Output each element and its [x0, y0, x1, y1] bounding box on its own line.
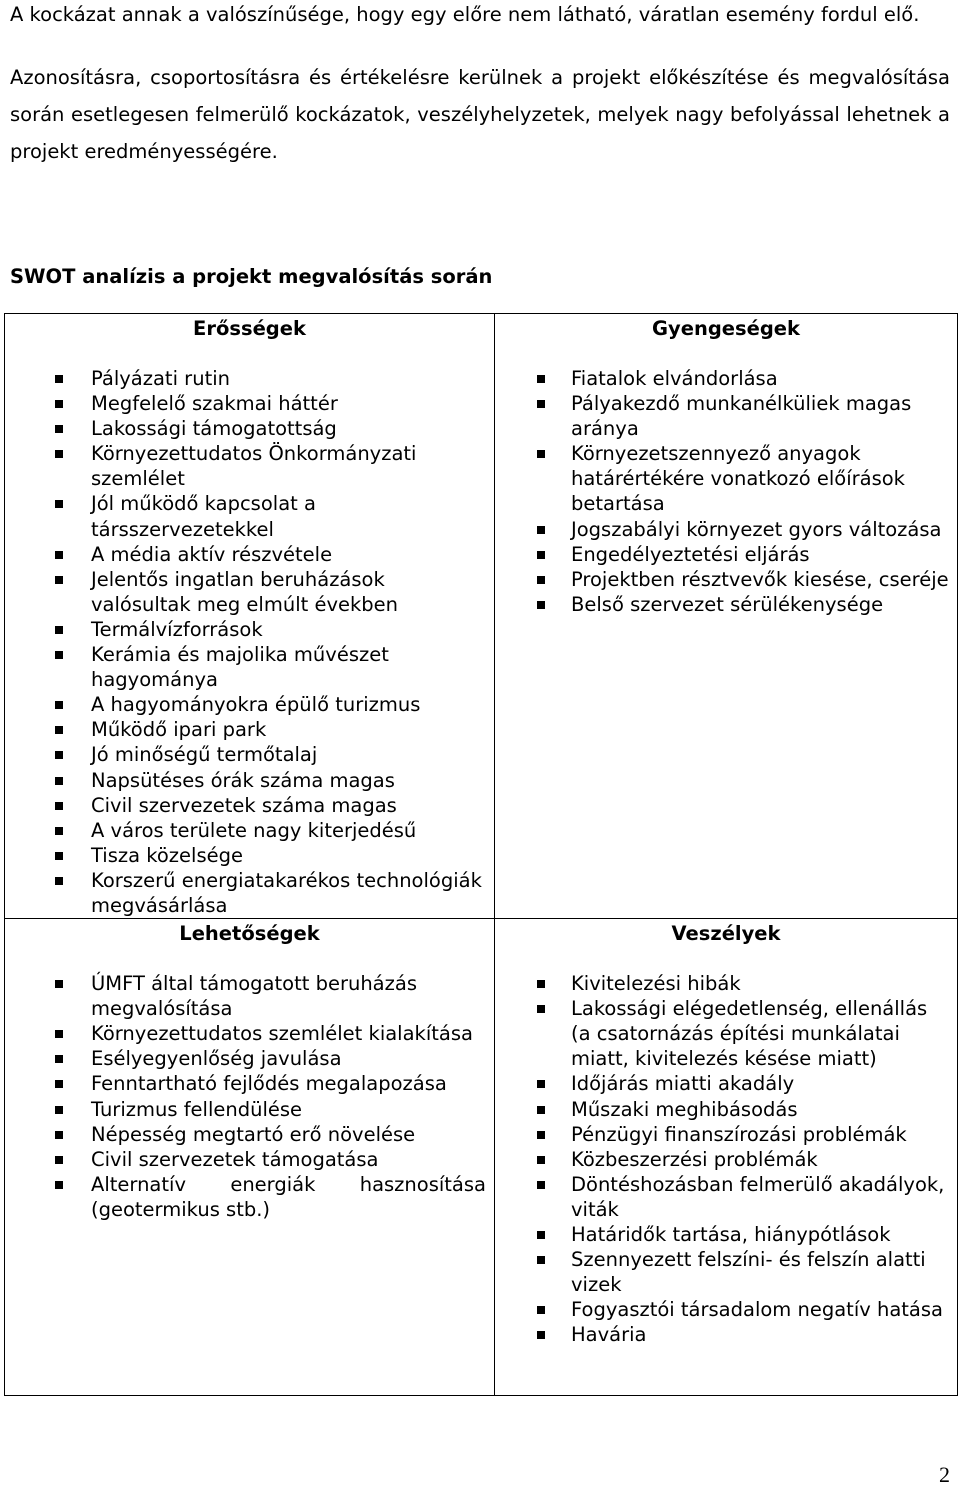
square-bullet-icon	[55, 827, 63, 835]
list-item	[5, 1097, 494, 1122]
list-item-text: Jó minőségű termőtalaj	[91, 743, 318, 767]
square-bullet-icon	[55, 551, 63, 559]
threats-list	[495, 971, 957, 1347]
square-bullet-icon	[55, 400, 63, 408]
intro-paragraph: Azonosításra, csoportosításra és értékelésre kerülnek a projekt előkészítése és megvalósítása során esetlegesen felmerülő kockázatok, veszélyhelyzetek, melyek nagy befolyással lehetnek a projekt eredményességére.	[10, 66, 950, 163]
threats-cell	[495, 919, 958, 1396]
list-item	[5, 391, 494, 416]
square-bullet-icon	[537, 551, 545, 559]
list-item-text: Termálvízforrások	[91, 617, 263, 641]
square-bullet-icon	[55, 1030, 63, 1038]
swot-title: SWOT analízis a projekt megvalósítás során	[10, 265, 493, 288]
square-bullet-icon	[537, 1131, 545, 1139]
list-item	[495, 1222, 957, 1247]
square-bullet-icon	[55, 751, 63, 759]
list-item-text: Napsütéses órák száma magas	[91, 768, 395, 792]
opportunities-heading: Lehetőségek	[179, 922, 320, 946]
list-item	[5, 1172, 494, 1222]
list-item-text: Korszerű energiatakarékos technológiák megvásárlása	[91, 868, 482, 917]
list-item-text: Működő ipari park	[91, 718, 267, 742]
list-item	[5, 843, 494, 868]
square-bullet-icon	[55, 980, 63, 988]
list-item	[495, 517, 957, 542]
list-item	[5, 793, 494, 818]
list-item-text: Pénzügyi finanszírozási problémák	[571, 1122, 907, 1146]
list-item	[5, 1046, 494, 1071]
list-item	[5, 742, 494, 767]
document-page	[10, 0, 950, 170]
square-bullet-icon	[537, 1156, 545, 1164]
list-item-text: Jól működő kapcsolat a társszervezetekkel	[91, 492, 316, 541]
list-item	[495, 592, 957, 617]
square-bullet-icon	[55, 802, 63, 810]
square-bullet-icon	[537, 1331, 545, 1339]
list-item-text: Havária	[571, 1323, 647, 1347]
list-item	[495, 542, 957, 567]
square-bullet-icon	[537, 450, 545, 458]
square-bullet-icon	[537, 1256, 545, 1264]
list-item	[5, 717, 494, 742]
list-item-text: Belső szervezet sérülékenysége	[571, 592, 884, 616]
swot-table	[4, 313, 958, 1396]
square-bullet-icon	[537, 1181, 545, 1189]
square-bullet-icon	[55, 852, 63, 860]
list-item-text: Pályázati rutin	[91, 367, 230, 390]
list-item	[495, 1097, 957, 1122]
list-item-text: Népesség megtartó erő növelése	[91, 1122, 416, 1146]
list-item-text: Környezettudatos Önkormányzati szemlélet	[91, 442, 417, 491]
list-item-text: Engedélyeztetési eljárás	[571, 542, 810, 566]
list-item	[5, 1021, 494, 1046]
list-item	[495, 1297, 957, 1322]
list-item	[495, 391, 957, 441]
list-item-text: Lakossági elégedetlenség, ellenállás (a csatornázás építési munkálatai miatt, kivitelezés késése miatt)	[571, 997, 928, 1071]
list-item	[5, 642, 494, 692]
list-item-text: Szennyezett felszíni- és felszín alatti vizek	[571, 1248, 926, 1297]
list-item	[495, 1147, 957, 1172]
list-item-text: Projektben résztvevők kiesése, cseréje	[571, 567, 949, 591]
list-item	[495, 1122, 957, 1147]
list-item-text: Fiatalok elvándorlása	[571, 367, 778, 390]
list-item	[5, 692, 494, 717]
list-item	[5, 1122, 494, 1147]
square-bullet-icon	[55, 375, 63, 383]
list-item-text: Jogszabályi környezet gyors változása	[571, 517, 942, 541]
square-bullet-icon	[55, 726, 63, 734]
list-item-text: Fogyasztói társadalom negatív hatása	[571, 1298, 943, 1322]
list-item-text: A média aktív részvétele	[91, 542, 333, 566]
list-item-text: Fenntartható fejlődés megalapozása	[91, 1072, 447, 1096]
list-item-text: A hagyományokra épülő turizmus	[91, 693, 421, 717]
list-item	[5, 868, 494, 918]
square-bullet-icon	[537, 601, 545, 609]
opportunities-list	[5, 971, 494, 1222]
weaknesses-cell	[495, 314, 958, 919]
list-item	[495, 1247, 957, 1297]
list-item-text: Tisza közelsége	[91, 843, 243, 867]
list-item-text: A város területe nagy kiterjedésű	[91, 818, 417, 842]
square-bullet-icon	[55, 450, 63, 458]
list-item	[5, 818, 494, 843]
list-item	[495, 567, 957, 592]
square-bullet-icon	[55, 1055, 63, 1063]
list-item-text: Jelentős ingatlan beruházások valósultak meg elmúlt években	[91, 567, 399, 616]
square-bullet-icon	[537, 1306, 545, 1314]
list-item-text: Időjárás miatti akadály	[571, 1072, 795, 1096]
square-bullet-icon	[55, 1106, 63, 1114]
list-item-text: Lakossági támogatottság	[91, 417, 337, 441]
list-item	[5, 768, 494, 793]
list-item	[5, 617, 494, 642]
square-bullet-icon	[537, 526, 545, 534]
list-item-text: Környezetszennyező anyagok határértékére vonatkozó előírások betartása	[571, 442, 905, 516]
square-bullet-icon	[55, 701, 63, 709]
list-item	[5, 1147, 494, 1172]
list-item	[5, 567, 494, 617]
square-bullet-icon	[55, 1156, 63, 1164]
list-item-text: Kerámia és majolika művészet hagyománya	[91, 643, 389, 692]
list-item	[5, 441, 494, 491]
list-item	[5, 971, 494, 1021]
square-bullet-icon	[55, 1131, 63, 1139]
square-bullet-icon	[537, 576, 545, 584]
square-bullet-icon	[55, 425, 63, 433]
list-item-text: Megfelelő szakmai háttér	[91, 392, 338, 416]
square-bullet-icon	[55, 500, 63, 508]
square-bullet-icon	[55, 576, 63, 584]
list-item	[495, 441, 957, 516]
list-item-text: Pályakezdő munkanélküliek magas aránya	[571, 392, 912, 441]
weaknesses-list	[495, 366, 957, 617]
list-item-text: Műszaki meghibásodás	[571, 1097, 798, 1121]
weaknesses-heading: Gyengeségek	[652, 317, 800, 340]
strengths-cell	[5, 314, 495, 919]
square-bullet-icon	[55, 777, 63, 785]
square-bullet-icon	[537, 1005, 545, 1013]
intro-definition: A kockázat annak a valószínűsége, hogy egy előre nem látható, váratlan esemény fordul elő.	[10, 3, 920, 26]
list-item-text: ÚMFT által támogatott beruházás megvalósítása	[91, 972, 417, 1021]
list-item-text: Döntéshozásban felmerülő akadályok, viták	[571, 1172, 945, 1221]
list-item-text: Alternatív energiák hasznosítása (geotermikus stb.)	[91, 1172, 486, 1221]
square-bullet-icon	[55, 1181, 63, 1189]
square-bullet-icon	[537, 980, 545, 988]
opportunities-cell	[5, 919, 495, 1396]
list-item	[495, 366, 957, 391]
square-bullet-icon	[55, 626, 63, 634]
square-bullet-icon	[55, 1080, 63, 1088]
square-bullet-icon	[55, 877, 63, 885]
square-bullet-icon	[537, 1106, 545, 1114]
list-item	[495, 1172, 957, 1222]
list-item-text: Turizmus fellendülése	[91, 1097, 303, 1121]
strengths-list	[5, 366, 494, 918]
list-item-text: Határidők tartása, hiánypótlások	[571, 1223, 891, 1246]
list-item-text: Környezettudatos szemlélet kialakítása	[91, 1022, 473, 1046]
square-bullet-icon	[55, 651, 63, 659]
list-item-text: Civil szervezetek támogatása	[91, 1147, 379, 1171]
list-item	[5, 491, 494, 541]
list-item	[495, 1322, 957, 1347]
list-item-text: Civil szervezetek száma magas	[91, 793, 397, 817]
list-item-text: Esélyegyenlőség javulása	[91, 1047, 342, 1071]
list-item	[5, 542, 494, 567]
list-item	[5, 366, 494, 391]
list-item	[495, 971, 957, 996]
square-bullet-icon	[537, 1080, 545, 1088]
threats-heading: Veszélyek	[671, 922, 781, 946]
list-item	[5, 1071, 494, 1096]
list-item	[5, 416, 494, 441]
page-number: 2	[939, 1462, 950, 1487]
list-item	[495, 996, 957, 1071]
square-bullet-icon	[537, 375, 545, 383]
square-bullet-icon	[537, 400, 545, 408]
list-item-text: Közbeszerzési problémák	[571, 1147, 818, 1171]
strengths-heading: Erősségek	[193, 317, 306, 340]
list-item	[495, 1071, 957, 1096]
list-item-text: Kivitelezési hibák	[571, 972, 741, 996]
square-bullet-icon	[537, 1231, 545, 1239]
